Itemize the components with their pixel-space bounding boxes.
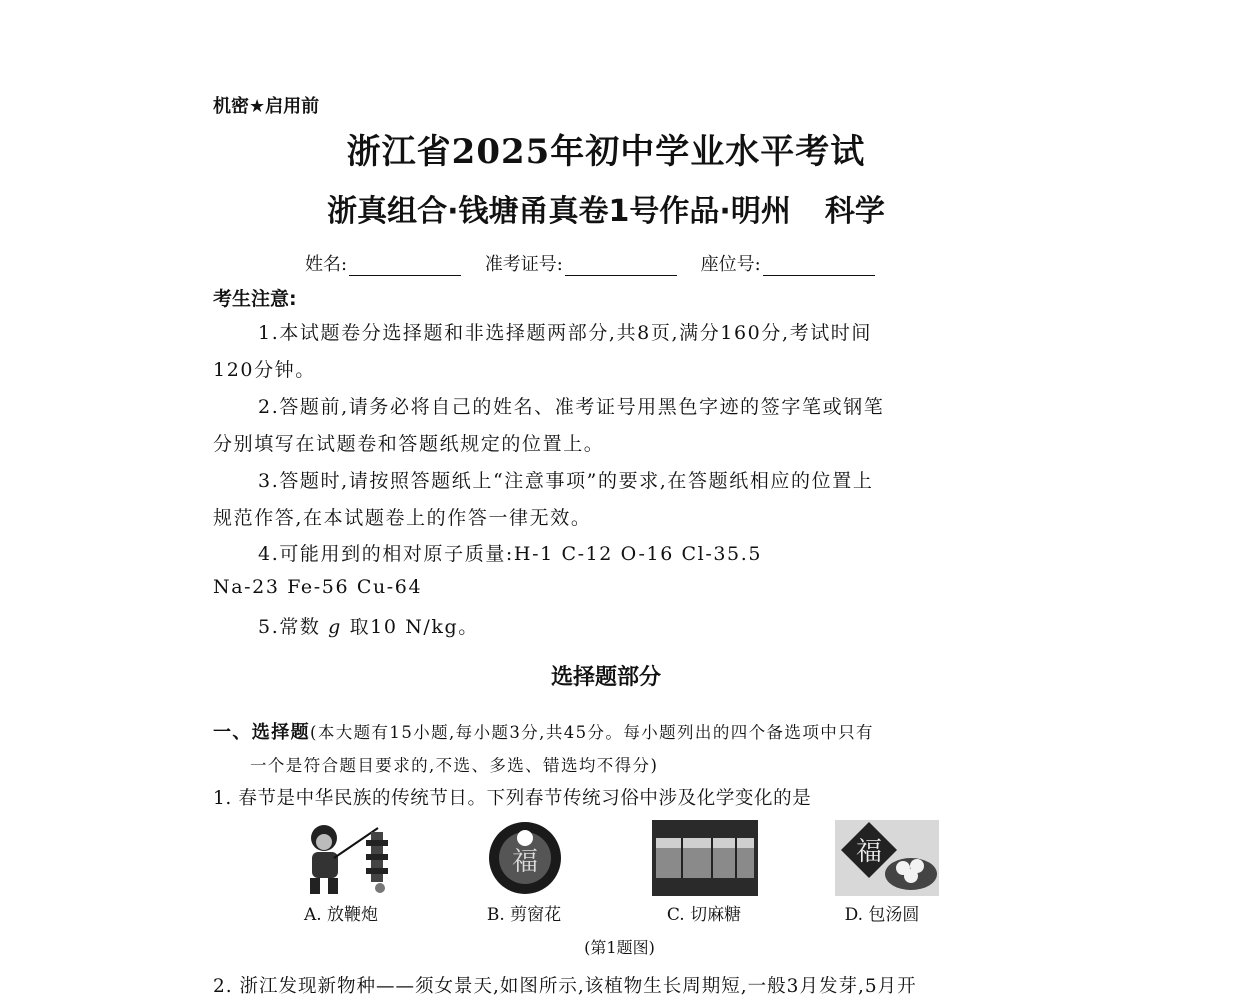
sesame-candy-figure: [652, 820, 762, 896]
exam-id-field[interactable]: [485, 250, 677, 276]
firecracker-row: [366, 868, 388, 874]
exam-id-label: 准考证号:: [484, 254, 563, 275]
seat-blank[interactable]: [763, 259, 875, 276]
notice-item-4: 4.可能用到的相对原子质量:H-1 C-12 O-16 Cl-35.5: [258, 543, 763, 565]
notice-item-3: 3.答题时,请按照答题纸上“注意事项”的要求,在答题纸相应的位置上: [258, 470, 874, 492]
subtitle-subject: 科学: [824, 194, 885, 229]
question-2-stem: 2. 浙江发现新物种——须女景天,如图所示,该植物生长周期短,一般3月发芽,5月开: [213, 976, 917, 997]
name-blank[interactable]: [349, 259, 461, 276]
fu-char-b: 福: [511, 847, 539, 877]
figure-caption: (第1题图): [584, 938, 655, 957]
name-field[interactable]: [305, 250, 461, 276]
firecracker-row: [366, 854, 388, 860]
boy-body: [312, 852, 338, 878]
confidential-label: 机密★启用前: [213, 96, 320, 117]
option-a-label: A. 放鞭炮: [303, 905, 379, 925]
notice-item-2: 2.答题前,请务必将自己的姓名、准考证号用黑色字迹的签字笔或钢笔: [258, 396, 885, 418]
notice-item-4-cont: Na-23 Fe-56 Cu-64: [213, 576, 423, 598]
candidate-fields: [305, 250, 893, 276]
exam-title: 浙江省2025年初中学业水平考试: [346, 132, 866, 172]
notice-item-1-cont: 120分钟。: [213, 359, 316, 381]
notice-5-post: 取10 N/kg。: [349, 616, 479, 638]
boy-face: [316, 834, 332, 850]
tangyuan-figure: [835, 820, 945, 896]
notice-item-1: 1.本试题卷分选择题和非选择题两部分,共8页,满分160分,考试时间: [258, 322, 873, 344]
paper-cut-hole: [517, 830, 533, 846]
notice-heading: 考生注意:: [213, 288, 297, 310]
name-label: 姓名:: [305, 254, 348, 275]
notice-item-2-cont: 分别填写在试题卷和答题纸规定的位置上。: [213, 433, 605, 455]
firecracker-figure: [296, 820, 406, 896]
section-heading-bold: 一、选择题: [213, 722, 310, 743]
notice-5-var: g: [328, 616, 342, 638]
exam-subtitle: [0, 186, 1212, 230]
notice-item-5: [258, 612, 479, 639]
tangyuan-ball: [904, 869, 918, 883]
boy-leg: [328, 878, 338, 894]
section-heading-rest: (本大题有15小题,每小题3分,共45分。每小题列出的四个备选项中只有: [310, 723, 874, 742]
fu-char-d: 福: [855, 837, 883, 867]
paper-cut-figure: [478, 820, 588, 896]
section-heading-cont: 一个是符合题目要求的,不选、多选、错选均不得分): [250, 756, 659, 775]
spark: [375, 883, 385, 893]
section-heading: [213, 718, 874, 744]
exam-id-blank[interactable]: [565, 259, 677, 276]
option-d-label: D. 包汤圆: [844, 905, 920, 925]
notice-item-3-cont: 规范作答,在本试题卷上的作答一律无效。: [213, 507, 592, 529]
subtitle-main: 浙真组合·钱塘甬真卷1号作品·明州: [327, 194, 791, 229]
option-b-label: B. 剪窗花: [486, 905, 562, 925]
section-title: 选择题部分: [550, 665, 661, 690]
firecracker-row: [366, 840, 388, 846]
boy-leg: [310, 878, 320, 894]
notice-5-pre: 5.常数: [258, 616, 321, 638]
question-1-stem: 1. 春节是中华民族的传统节日。下列春节传统习俗中涉及化学变化的是: [213, 788, 812, 809]
seat-field[interactable]: [701, 250, 875, 276]
candy-top: [656, 838, 754, 848]
seat-label: 座位号:: [700, 254, 761, 275]
option-c-label: C. 切麻糖: [666, 905, 742, 925]
